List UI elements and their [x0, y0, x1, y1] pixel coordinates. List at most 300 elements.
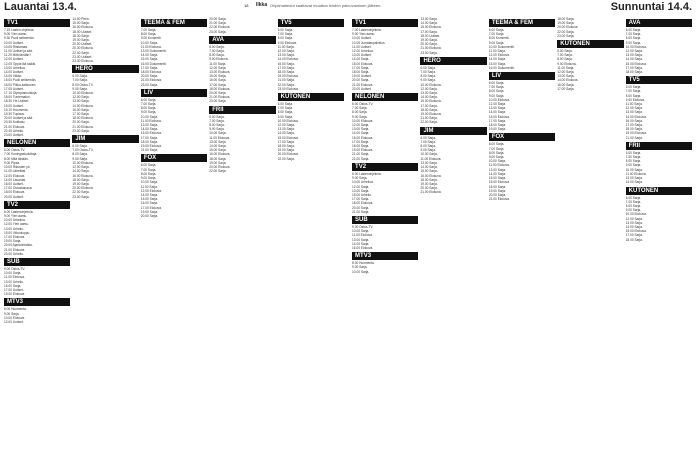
program-entry: 7.00 Sarja. [625, 32, 642, 37]
program-entry: 11.00 Elokuva. [420, 156, 442, 161]
channel-heading: HERO [420, 57, 486, 65]
program-entry: 10.00 Sarja. [4, 271, 22, 276]
program-entry: 23.00 Sarja. [140, 82, 159, 87]
program-entry: 13.00 Urheilu. [4, 226, 24, 231]
program-entry: 22.00 Sarja. [420, 120, 438, 125]
program-entry: 20.00 Sarja. [420, 42, 438, 47]
program-entry: 20.00 Sarja. [488, 192, 507, 197]
program-entry: 19.00 Sarja. [488, 127, 507, 132]
program-entry: 13.00 Sarja. [277, 127, 295, 132]
channel-heading: KUTONEN [278, 93, 344, 101]
program-entry: 19.00 Sarja. [420, 181, 438, 186]
program-entry: 10.00 Uutiset. [352, 36, 372, 41]
program-entry: 18.30 Sarja. [72, 33, 90, 38]
program-entry: 21.00 Sarja. [277, 78, 295, 83]
program-entry: 11.00 Elokuva. [625, 171, 647, 176]
program-entry: 10.00 Urheilua. [352, 180, 374, 185]
program-entry: 20.00 Sarja. [209, 17, 227, 21]
program-entry: 17.10 Olympiamuistoja. [4, 91, 38, 96]
program-entry: 8.00 Sarja. [140, 106, 157, 111]
channel-heading: HERO [72, 65, 138, 73]
program-entry: 15.00 Sarja. [420, 169, 438, 174]
program-entry: 17.00 Elokuva. [140, 205, 162, 210]
program-entry: 20.00 Sarja. [140, 213, 159, 218]
program-entry: 19.00 Sarja. [488, 188, 507, 193]
channel-heading: LIV [489, 72, 555, 80]
program-entry: 8.00 Sarja. [72, 152, 88, 157]
program-entry: 19.00 Uutiset. [4, 103, 24, 108]
program-entry: 14.00 Elokuva. [277, 57, 299, 62]
channel-heading: LIV [141, 89, 207, 97]
program-entry: 11.00 Elokuva. [209, 135, 231, 140]
program-entry: 7.00 Lastenohjelmia. [352, 28, 382, 32]
program-entry: 21.00 Elokuva. [420, 190, 442, 195]
program-entry: 9.00 Elokuva. [277, 40, 297, 45]
program-entry: 8.00 Sarja. [625, 93, 642, 98]
program-entry: 11.00 Sarja. [625, 102, 643, 107]
program-entry: 18.00 Sarja. [625, 237, 643, 242]
channel-heading: KUTONEN [626, 187, 692, 195]
program-entry: 13.00 Sarja. [420, 160, 438, 165]
program-entry: 13.00 Sarja. [625, 53, 643, 58]
program-entry: 19.00 Uutiset. [352, 74, 372, 79]
program-entry: 17.05 Uutiset. [4, 86, 24, 91]
program-entry: 18.00 Elokuva. [4, 190, 26, 195]
program-entry: 16.00 Sarja. [72, 107, 90, 112]
program-entry: 14.00 Sarja. [420, 165, 438, 170]
program-entry: 13.00 Urheilua. [4, 65, 26, 70]
program-entry: 18.00 Elokuva. [140, 70, 162, 75]
program-entry: 18.00 Sarja. [420, 177, 438, 182]
program-entry: 11.00 Elokuva. [352, 233, 373, 238]
program-entry: 6.00 Sarja. [488, 28, 505, 32]
program-entry: 22.00 Sarja. [557, 29, 575, 34]
program-entry: 8.00 Mitä tänään. [4, 156, 29, 161]
program-entry: 7.00 Sarja. [625, 155, 642, 160]
program-entry: 15.00 Elokuva. [140, 131, 162, 136]
listing-column [420, 17, 486, 447]
program-entry: 15.00 Sarja. [209, 74, 227, 79]
saturday-date: Lauantai 13.4. [4, 1, 77, 13]
program-entry: 10.05 Jumalanpalvelus. [352, 40, 386, 45]
program-entry: 13.00 Sarja. [625, 220, 643, 225]
program-entry: 9.00 Sarja. [488, 93, 505, 98]
program-entry: 11.00 Sarja. [277, 44, 295, 49]
listing-column [72, 17, 138, 447]
program-entry: 16.00 Elokuva. [72, 25, 94, 30]
program-entry: 10.00 Sarja. [625, 167, 643, 172]
program-entry: 23.00 Sarja. [209, 29, 227, 34]
program-entry: 17.00 Ostoskanava. [4, 186, 33, 191]
program-entry: 13.00 Sarja. [557, 74, 575, 79]
program-entry: 6.00 Sarja. [625, 150, 642, 155]
channel-heading: FOX [489, 133, 555, 141]
program-entry: 20.00 Ajankohtaista. [4, 243, 33, 248]
program-entry: 18.00 Sarja. [625, 127, 643, 132]
program-entry: 6.00 Sarja. [140, 97, 157, 102]
program-entry: 15.00 Puoli seitsemän. [4, 78, 37, 83]
program-entry: 23.00 Sarja. [72, 194, 90, 199]
program-entry: 13.00 Sarja. [488, 167, 507, 172]
program-entry: 16.00 Elokuva. [488, 180, 510, 185]
program-entry: 13.00 Dokumentti. [140, 49, 167, 54]
program-entry: 21.00 Sarja. [420, 116, 438, 121]
program-entry: 19.10 Huomenta. [4, 107, 29, 112]
program-entry: 19.00 Elokuva. [140, 144, 162, 149]
program-entry: 13.00 Urheilu. [4, 279, 24, 284]
channel-heading: AVA [626, 19, 692, 27]
program-entry: 9.00 Sarja. [209, 127, 225, 132]
program-entry: 8.00 Sarja. [488, 89, 505, 94]
disclaimer-text: Ohjelmatiedot saattavat muuttua lehden painovamisen jälkeen. [270, 3, 382, 8]
program-entry: 8.00 Sarja. [209, 53, 225, 58]
program-entry: 17.00 Sarja. [557, 86, 575, 91]
program-entry: 15.00 Sarja. [140, 197, 159, 202]
program-entry: 22.00 Sarja. [72, 190, 90, 195]
channel-heading: SUB [352, 216, 418, 224]
program-entry: 18.00 Elokuva. [72, 116, 94, 121]
program-entry: 9.00 Sarja. [352, 265, 368, 270]
program-entry: 9.00 Sarja. [140, 110, 157, 115]
page-number: 18 [244, 3, 249, 8]
program-entry: 16.00 Sarja. [140, 201, 159, 206]
program-entry: 17.00 Sarja. [72, 112, 90, 117]
program-entry: 15.00 Urheilu. [352, 192, 372, 197]
program-entry: 14.00 Sarja. [420, 21, 438, 26]
program-entry: 9.00 Sarja. [4, 311, 20, 316]
program-entry: 12.00 Sarja. [72, 165, 90, 170]
program-entry: 12.00 Ylen aamu. [4, 222, 29, 227]
program-entry: 23.00 Sarja. [420, 50, 438, 55]
program-entry: 8.00 Sarja. [625, 159, 642, 164]
program-entry: 14.00 Elokuva. [72, 103, 94, 108]
program-entry: 15.00 Elokuva. [420, 25, 442, 30]
program-entry: 13.00 Sarja. [352, 188, 370, 193]
program-entry: 18.00 Uutiset. [72, 29, 93, 34]
channel-heading: TV1 [352, 19, 418, 27]
program-entry: 13.00 Sarja. [140, 123, 159, 128]
program-entry: 21.00 Sarja. [625, 135, 643, 140]
program-entry: 10.00 Elokuva. [625, 212, 647, 217]
program-entry: 15.00 Sarja. [209, 148, 227, 153]
program-entry: 17.00 Uutiset. [4, 287, 24, 292]
program-entry: 8.00 Sarja. [420, 74, 436, 79]
program-entry: 19.00 Sarja. [72, 38, 90, 43]
program-entry: 22.00 Sarja. [209, 169, 227, 174]
program-entry: 10.00 Sarja. [352, 269, 370, 274]
program-entry: 17.00 Sarja. [488, 118, 507, 123]
channel-heading: FRII [626, 142, 692, 150]
program-entry: 19.00 Elokuva. [352, 148, 374, 153]
program-entry: 8.00 Huomenta. [4, 307, 27, 312]
program-entry: 15.00 Elokuva. [352, 135, 374, 140]
program-entry: 10.00 Uutiset. [4, 40, 24, 45]
program-entry: 9.00 Sarja. [625, 40, 642, 45]
program-entry: 17.00 Sarja. [352, 197, 370, 202]
program-entry: 8.00 Sarja. [209, 123, 225, 128]
program-entry: 13.00 Sarja. [277, 53, 295, 58]
program-entry: 14.00 Sarja. [625, 224, 643, 229]
listing-column [4, 17, 70, 447]
program-entry: 20.00 Sarja. [352, 78, 370, 83]
program-entry: 11.00 Sarja. [557, 65, 575, 70]
program-entry: 9.00 Ostos-TV. [4, 266, 26, 271]
listing-column [209, 17, 275, 447]
program-entry: 10.00 Elokuva. [420, 82, 442, 87]
program-entry: 19.00 Elokuva. [420, 112, 442, 117]
program-entry: 19.30 Tuplaus. [4, 112, 25, 117]
program-entry: 9.00 Pipsa. [4, 160, 20, 165]
program-entry: 19.00 Sarja. [209, 160, 227, 165]
program-entry: 13.00 Sarja. [209, 139, 227, 144]
program-entry: 10.00 Elokuva. [4, 315, 26, 320]
program-entry: 14.00 Sarja. [352, 131, 370, 136]
program-entry: 22.45 Urheilu. [4, 128, 24, 133]
program-entry: 9.00 Ostos-TV. [352, 224, 374, 229]
program-entry: 7.00 Sarja. [352, 106, 368, 111]
program-entry: 13.00 Sarja. [352, 127, 370, 132]
program-entry: 10.00 Elokuva. [72, 160, 94, 165]
channel-heading: TV2 [352, 163, 418, 171]
program-entry: 7.00 Sarja. [72, 78, 88, 83]
program-entry: 11.00 Elokuva. [488, 163, 510, 168]
program-entry: 12.00 Sarja. [557, 70, 575, 75]
program-entry: 14.00 Sarja. [352, 57, 370, 62]
program-entry: 20.00 Elokuva. [72, 186, 94, 191]
channel-heading: TEEMA & FEM [489, 19, 555, 27]
program-entry: 21.00 Elokuva. [209, 95, 231, 100]
program-entry: 14.00 Sarja. [140, 127, 159, 132]
program-entry: 6.00 Ostos-TV. [4, 148, 26, 153]
program-entry: 17.00 Sarja. [209, 82, 227, 87]
program-entry: 14.00 Sarja. [625, 57, 643, 62]
program-entry: 16.00 Elokuva. [352, 245, 374, 250]
program-entry: 20.00 Sarja. [209, 91, 227, 96]
program-entry: 9.00 Ylen aamu. [4, 32, 28, 37]
channel-heading: TV5 [626, 76, 692, 84]
program-entry: 11.00 Sarja. [140, 184, 158, 189]
channel-heading: MTV3 [352, 252, 418, 260]
channel-heading: TV1 [4, 19, 70, 27]
program-entry: 18.00 Sarja. [420, 107, 438, 112]
program-entry: 9.00 Sarja. [140, 176, 157, 181]
program-entry: 12.00 Sarja. [625, 106, 643, 111]
program-entry: 18.00 Sarja. [625, 70, 643, 75]
program-entry: 6.00 Sarja. [625, 195, 642, 200]
program-entry: 9.00 Sarja. [277, 114, 294, 119]
program-entry: 22.00 Sarja. [277, 82, 295, 87]
program-entry: 14.00 Sarja. [420, 95, 438, 100]
program-entry: 23.00 Elokuva. [277, 86, 299, 91]
channel-heading: SUB [4, 258, 70, 266]
program-entry: 9.00 Elokuva. [625, 97, 645, 102]
program-entry: 19.00 Sarja. [72, 181, 90, 186]
program-entry: 9.00 Sarja. [72, 156, 88, 161]
program-entry: 12.00 Uutiset. [4, 57, 24, 62]
program-entry: 11.00 Sarja. [488, 49, 506, 54]
channel-heading: TEEMA & FEM [141, 19, 207, 27]
program-entry: 23.00 Sarja. [209, 99, 227, 104]
program-entry: 14.00 Sarja. [488, 57, 507, 62]
program-entry: 20.30 Elokuva. [72, 46, 94, 51]
program-entry: 11.00 Uutiset ja sää. [4, 49, 33, 54]
tv-listings-grid [4, 17, 692, 447]
program-entry: 12.00 Sarja. [209, 65, 227, 70]
program-entry: 21.00 Elokuva. [72, 124, 94, 129]
program-entry: 13.00 Sarja. [420, 91, 438, 96]
program-entry: 13.00 Sarja. [625, 176, 643, 181]
program-entry: 9.00 Sarja. [420, 148, 436, 153]
program-entry: 9.30 Puoli seitsemän. [4, 36, 35, 41]
program-entry: 15.00 Sarja. [140, 57, 159, 62]
program-entry: 19.00 Elokuva. [625, 131, 647, 136]
program-entry: 21.00 Sarja. [209, 21, 227, 26]
program-entry: 9.00 Ylen aamu. [4, 213, 28, 218]
listing-column [141, 17, 207, 447]
program-entry: 18.00 Sarja. [277, 144, 295, 149]
program-entry: 6.00 Ostos-TV. [352, 102, 374, 107]
program-entry: 10.00 Urheilua. [4, 218, 26, 223]
program-entry: 20.30 Kotikatu. [4, 120, 26, 125]
program-entry: 18.00 Elokuva. [209, 86, 231, 91]
program-entry: 18.30 Yle Uutiset. [4, 99, 30, 104]
program-entry: 6.00 Sarja. [420, 65, 436, 70]
program-entry: 6.00 Sarja. [488, 81, 505, 86]
program-entry: 12.00 Sarja. [277, 49, 295, 54]
program-entry: 17.00 Sarja. [420, 103, 438, 108]
program-entry: 14.50 Perin. [72, 17, 90, 21]
program-entry: 21.00 Sarja. [352, 152, 370, 157]
program-entry: 6.00 Sarja. [209, 44, 225, 49]
program-entry: 7.00 Kuningaskuluttaja. [4, 152, 38, 157]
program-entry: 18.00 Uutiset. [420, 33, 441, 38]
program-entry: 9.00 Elokuva. [557, 61, 577, 66]
program-entry: 7.15 Lasten ohjelmia. [4, 28, 35, 32]
channel-heading: KUTONEN [557, 40, 623, 48]
program-entry: 11.00 Elokuva. [140, 44, 162, 49]
program-entry: 12.00 Sarja. [625, 216, 643, 221]
program-entry: 15.00 Elokuva. [277, 135, 299, 140]
program-entry: 6.00 Sarja. [625, 28, 642, 32]
program-entry: 17.00 Sarja. [625, 123, 643, 128]
program-entry: 7.00 Sarja. [420, 139, 436, 144]
program-entry: 13.00 Sarja. [625, 110, 643, 115]
program-entry: 17.00 Sarja. [420, 29, 438, 34]
program-entry: 9.00 Konsertti. [140, 36, 162, 41]
program-entry: 18.00 Sarja. [209, 156, 227, 161]
program-entry: 19.00 Sarja. [557, 21, 575, 26]
program-entry: 10.00 Sarja. [488, 159, 507, 164]
day-divider [346, 17, 350, 447]
program-entry: 11.00 Lähelläsi. [4, 169, 27, 174]
program-entry: 15.00 Elokuva. [352, 61, 374, 66]
program-entry: 14.00 Sarja. [488, 171, 507, 176]
listing-column [352, 17, 418, 447]
program-entry: 15.00 Elokuva. [420, 99, 442, 104]
program-entry: 15.00 Viikonloppu. [4, 230, 31, 235]
program-entry: 6.00 Lastenohjelmia. [4, 209, 34, 214]
program-entry: 19.00 Elokuva. [4, 292, 26, 297]
program-entry: 11.00 Elokuva. [4, 275, 25, 280]
program-entry: 20.00 Uutiset. [4, 194, 24, 199]
program-entry: 19.00 Sarja. [4, 239, 22, 244]
channel-heading: FRII [209, 106, 275, 114]
program-entry: 12.00 Elokuva. [488, 53, 510, 58]
program-entry: 14.00 Sarja. [488, 110, 507, 115]
program-entry: 23.00 Uutiset. [4, 133, 24, 138]
program-entry: 14.00 Sarja. [277, 131, 295, 136]
program-entry: 22.00 Sarja. [72, 50, 90, 55]
program-entry: 6.00 Sarja. [277, 102, 294, 107]
program-entry: 8.00 Huomenta. [352, 261, 375, 266]
program-entry: 10.00 Sarja. [140, 180, 159, 185]
program-entry: 16.00 Pikku-kakkonen. [4, 82, 37, 87]
program-entry: 6.00 Sarja. [209, 114, 225, 119]
program-entry: 10.00 Sarja. [352, 229, 370, 234]
program-entry: 8.00 Konsertti. [488, 36, 510, 41]
program-entry: 17.00 Sarja. [352, 65, 370, 70]
program-entry: 16.00 Elokuva. [420, 173, 442, 178]
program-entry: 12.00 Sarja. [488, 102, 507, 107]
program-entry: 11.00 Uutiset. [352, 44, 372, 49]
channel-heading: MTV3 [4, 298, 70, 306]
program-entry: 7.00 Sarja. [420, 70, 436, 75]
program-entry: 12.00 Uutiset. [4, 319, 24, 324]
listing-column [557, 17, 623, 447]
program-entry: 20.00 Sarja. [140, 74, 159, 79]
program-entry: 7.00 Sarja. [140, 167, 157, 172]
program-entry: 12.00 Sarja. [72, 95, 90, 100]
program-entry: 21.00 Sarja. [140, 148, 159, 153]
program-entry: 17.00 Elokuva. [4, 234, 26, 239]
program-entry: 6.00 Sarja. [72, 144, 88, 149]
program-entry: 8.00 Sarja. [625, 36, 642, 41]
program-entry: 14.00 Sarja. [625, 180, 643, 185]
channel-heading: TV5 [278, 19, 344, 27]
channel-heading: JIM [72, 135, 138, 143]
program-entry: 21.00 Elokuva. [420, 46, 442, 51]
program-entry: 12.05 Oppia ikä kaikki. [4, 61, 37, 66]
program-entry: 8.00 Sarja. [352, 110, 368, 115]
program-entry: 15.00 Sarja. [488, 61, 507, 66]
program-entry: 14.00 Sarja. [209, 144, 227, 149]
program-entry: 12.00 Elokuva. [140, 188, 162, 193]
listing-column [489, 17, 555, 447]
program-entry: 13.00 Sarja. [352, 237, 370, 242]
program-entry: 7.00 Sarja. [277, 106, 294, 111]
program-entry: 22.00 Sarja. [352, 156, 370, 161]
program-entry: 7.00 Sarja. [625, 89, 642, 94]
program-entry: 9.00 Sarja. [625, 163, 642, 168]
program-entry: 13.00 Sarja. [420, 17, 438, 21]
program-entry: 16.00 Elokuva. [72, 173, 94, 178]
program-entry: 6.00 Sarja. [557, 49, 573, 54]
channel-heading: AVA [209, 36, 275, 44]
program-entry: 14.00 Lauantai. [4, 177, 26, 182]
program-entry: 17.00 Sarja. [277, 65, 295, 70]
program-entry: 14.00 Sarja. [140, 53, 159, 58]
program-entry: 20.00 Uutiset. [72, 42, 93, 47]
channel-heading: NELONEN [352, 93, 418, 101]
program-entry: 18.00 Sarja. [140, 139, 159, 144]
program-entry: 8.00 Sarja. [277, 110, 294, 115]
program-entry: 10.00 Elokuva. [488, 97, 510, 102]
program-entry: 6.00 Sarja. [72, 74, 88, 79]
program-entry: 7.00 Sarja. [488, 146, 505, 151]
program-entry: 13.00 Elokuva. [209, 70, 231, 75]
program-entry: 20.00 Sarja. [420, 186, 438, 191]
program-entry: 14.00 Sarja. [72, 169, 90, 174]
